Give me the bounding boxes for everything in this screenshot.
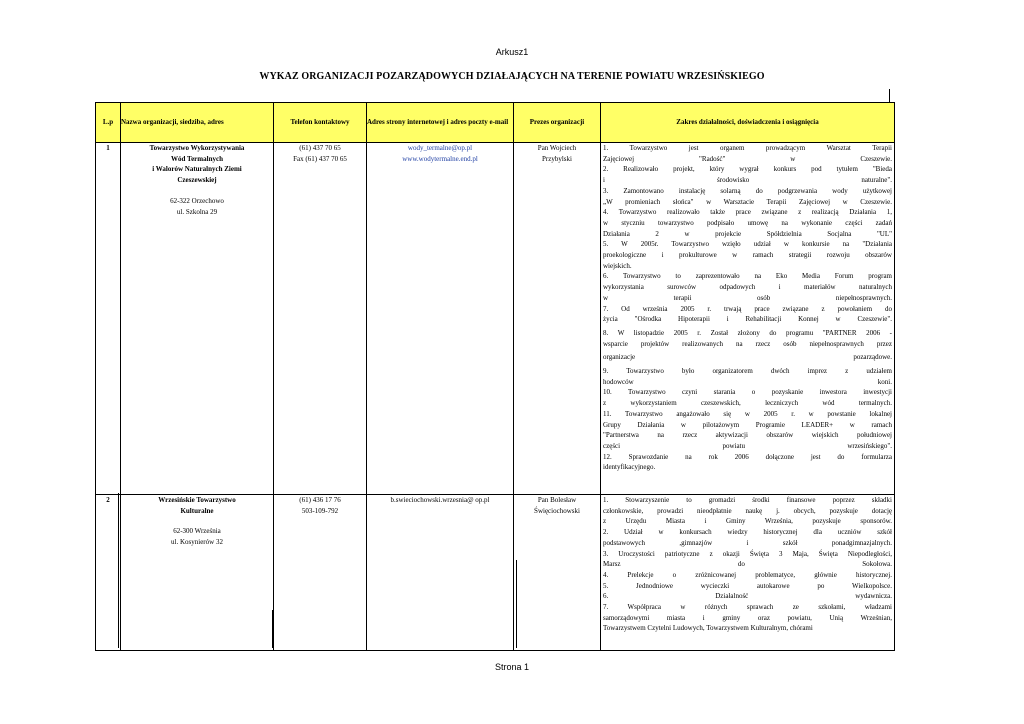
scope-cell (601, 143, 895, 495)
scope-line: podstawowych ,gimnazjów i szkół ponadgimnazjalnych. (603, 538, 892, 547)
header-web: Adres strony internetowej i adres poczty e-mail (367, 103, 514, 143)
organizations-table (95, 102, 895, 651)
table-row (96, 495, 895, 651)
scope-cell (601, 495, 895, 651)
president-cell (514, 495, 601, 651)
org-address-line: 62-300 Września (173, 527, 221, 536)
scope-line: 7. Od września 2005 r. trwają prace związane z powołaniem do (603, 304, 892, 313)
row-number: 2 (96, 495, 121, 651)
email-link[interactable]: b.swieciochowski.wrzesnia@ op.pl (390, 496, 490, 504)
scope-line: 8. W listopadzie 2005 r. Został złożony do programu "PARTNER 2006 - (603, 328, 892, 337)
website-link[interactable]: www.wodytermalne.end.pl (402, 154, 478, 163)
email-link[interactable]: wody_termalne@op.pl (407, 144, 473, 152)
org-name-cell (121, 143, 274, 495)
phone-line: 503-109-792 (301, 506, 339, 515)
web-email-cell (367, 495, 514, 651)
phone-cell (274, 143, 367, 495)
document-title: WYKAZ ORGANIZACJI POZARZĄDOWYCH DZIAŁAJĄCYCH NA TERENIE POWIATU WRZESIŃSKIEGO (259, 71, 765, 82)
org-name-line: i Walorów Naturalnych Ziemi (152, 165, 242, 174)
table-row (96, 143, 895, 495)
scope-line: wsparcie projektów realizowanych na rzecz osób niepełnosprawnych przez (603, 339, 892, 348)
scope-line: 1. Stowarzyszenie to gromadzi środki finansowe poprzez składki (603, 496, 892, 504)
scope-line: wiejskich. (603, 261, 632, 270)
scope-line: 12. Sprawozdanie na rok 2006 dołączone jest do formularza (603, 452, 892, 461)
inner-rule-line (118, 493, 119, 648)
president-line: Pan Wojciech (537, 144, 577, 152)
org-name-line: Czeszewskiej (177, 176, 217, 185)
scope-line: 6. Towarzystwo to zaprezentowało na Eko Media Forum program (603, 272, 892, 281)
scope-line: Grupy Działania w pilotażowym Programie LEADER+ w ramach (603, 420, 892, 429)
inner-rule-line (272, 610, 273, 648)
scope-line: w styczniu towarzystwo podpisało umowę na wykonanie części zadań (603, 218, 892, 227)
scope-line: organizacje pozarządowe. (603, 353, 892, 362)
scope-line: hodowców koni. (603, 377, 892, 386)
scope-line: 5. Jednodniowe wycieczki autokarowe po Wielkopolsce. (603, 581, 892, 590)
header-name: Nazwa organizacji, siedziba, adres (121, 103, 274, 143)
scope-line: i środowisko naturalne". (603, 176, 892, 185)
president-line: Święciochowski (534, 506, 580, 515)
scope-line: 4. Prelekcje o zróżnicowanej problematyce, głównie historycznej. (603, 570, 892, 579)
scope-line: identyfikacyjnego. (603, 463, 656, 472)
scope-line: samorządowymi miasta i gminy oraz powiatu, Unią Wrześnian, (603, 613, 892, 622)
header-scope: Zakres działalności, doświadczenia i osiągnięcia (601, 103, 895, 143)
org-name-cell (121, 495, 274, 651)
org-address-line: ul. Szkolna 29 (176, 207, 218, 216)
scope-line: Towarzystwem Czytelni Ludowych, Towarzystwem Kulturalnym, chórami (603, 624, 813, 633)
header-lp: L.p (96, 103, 121, 143)
scope-line: 1. Towarzystwo jest organem prowadzącym Warsztat Terapii (603, 144, 892, 152)
phone-cell (274, 495, 367, 651)
scope-line: w terapii osób niepełnosprawnych. (603, 293, 892, 302)
header-president: Prezes organizacji (514, 103, 601, 143)
scope-line: 10. Towarzystwo czyni starania o pozyskanie inwestora inwestycji (603, 388, 892, 397)
scope-line: Zajęciowej "Radość" w Czeszewie. (603, 154, 892, 163)
scope-line: 4. Towarzystwo realizowało także prace związane z realizacją Działania 1, (603, 208, 892, 217)
web-email-cell (367, 143, 514, 495)
scope-line: części powiatu wrzesińskiego". (603, 441, 892, 450)
org-address-line: 62-322 Orzechowo (170, 196, 224, 205)
table-header-row (96, 103, 895, 143)
org-address-line: ul. Kosynierów 32 (171, 538, 223, 547)
president-line: Przybylski (542, 154, 572, 163)
org-name-line: Wód Termalnych (171, 154, 223, 163)
scope-line: 9. Towarzystwo było organizatorem dwóch imprez z udziałem (603, 367, 892, 376)
scope-line: 7. Współpraca w różnych sprawach ze szkołami, władzami (603, 603, 892, 612)
org-name-line: Wrzesińskie Towarzystwo (158, 496, 236, 504)
scope-line: proekologiczne i prokulturowe w ramach strategii rozwoju obszarów (603, 251, 892, 260)
scope-line: „W promieniach słońca" w Warsztacie Terapii Zajęciowej w Czeszewie. (603, 197, 892, 206)
scope-line: 2. Realizowało projekt, który wygrał konkurs pod tytułem "Bieda (603, 165, 892, 174)
scope-line: Marsz do Sokołowa. (603, 560, 892, 569)
scope-line: 5. W 2005r. Towarzystwo wzięło udział w konkursie na "Działania (603, 240, 892, 249)
page-footer: Strona 1 (494, 662, 530, 672)
scope-line: wykorzystania surowców odpadowych i materiałów naturalnych (603, 283, 892, 292)
phone-line: Fax (61) 437 70 65 (293, 154, 347, 163)
scope-line: "Partnerstwa na rzecz aktywizacji obszarów wiejskich południowej (603, 431, 892, 440)
scope-line: z wykorzystaniem czeszewskich, leczniczych wód termalnych. (603, 399, 892, 408)
scope-line: członkowskie, prowadzi nieodpłatnie naukę j. obcych, pozyskuje dotację (603, 506, 892, 515)
inner-rule-line (516, 560, 517, 648)
right-border-line (889, 89, 890, 103)
sheet-name: Arkusz1 (495, 47, 529, 57)
scope-line: 6. Działalność wydawnicza. (603, 592, 892, 601)
phone-line: (61) 436 17 76 (299, 496, 341, 504)
scope-line: 2. Udział w konkursach wiedzy historycznej dla uczniów szkół (603, 528, 892, 537)
header-phone: Telefon kontaktowy (274, 103, 367, 143)
scope-line: Działania 2 w projekcie Spółdzielnia Socjalna "UL" (603, 229, 892, 238)
phone-line: (61) 437 70 65 (299, 144, 341, 152)
president-cell (514, 143, 601, 495)
scope-line: 3. Uroczystości patriotyczne z okazji Święta 3 Maja, Święta Niepodległości, (603, 549, 892, 558)
president-line: Pan Bolesław (537, 496, 577, 504)
row-number: 1 (96, 143, 121, 495)
org-name-line: Kulturalne (180, 506, 214, 515)
scope-line: z Urzędu Miasta i Gminy Września, pozyskuje sponsorów. (603, 517, 892, 526)
org-name-line: Towarzystwo Wykorzystywania (149, 144, 245, 152)
scope-line: 11. Towarzystwo angażowało się w 2005 r. w powstanie lokalnej (603, 409, 892, 418)
scope-line: 3. Zamontowano instalację solarną do podgrzewania wody użytkowej (603, 186, 892, 195)
scope-line: życia "Ośrodka Hipoterapii i Rehabilitacji Konnej w Czeszewie". (603, 315, 892, 324)
